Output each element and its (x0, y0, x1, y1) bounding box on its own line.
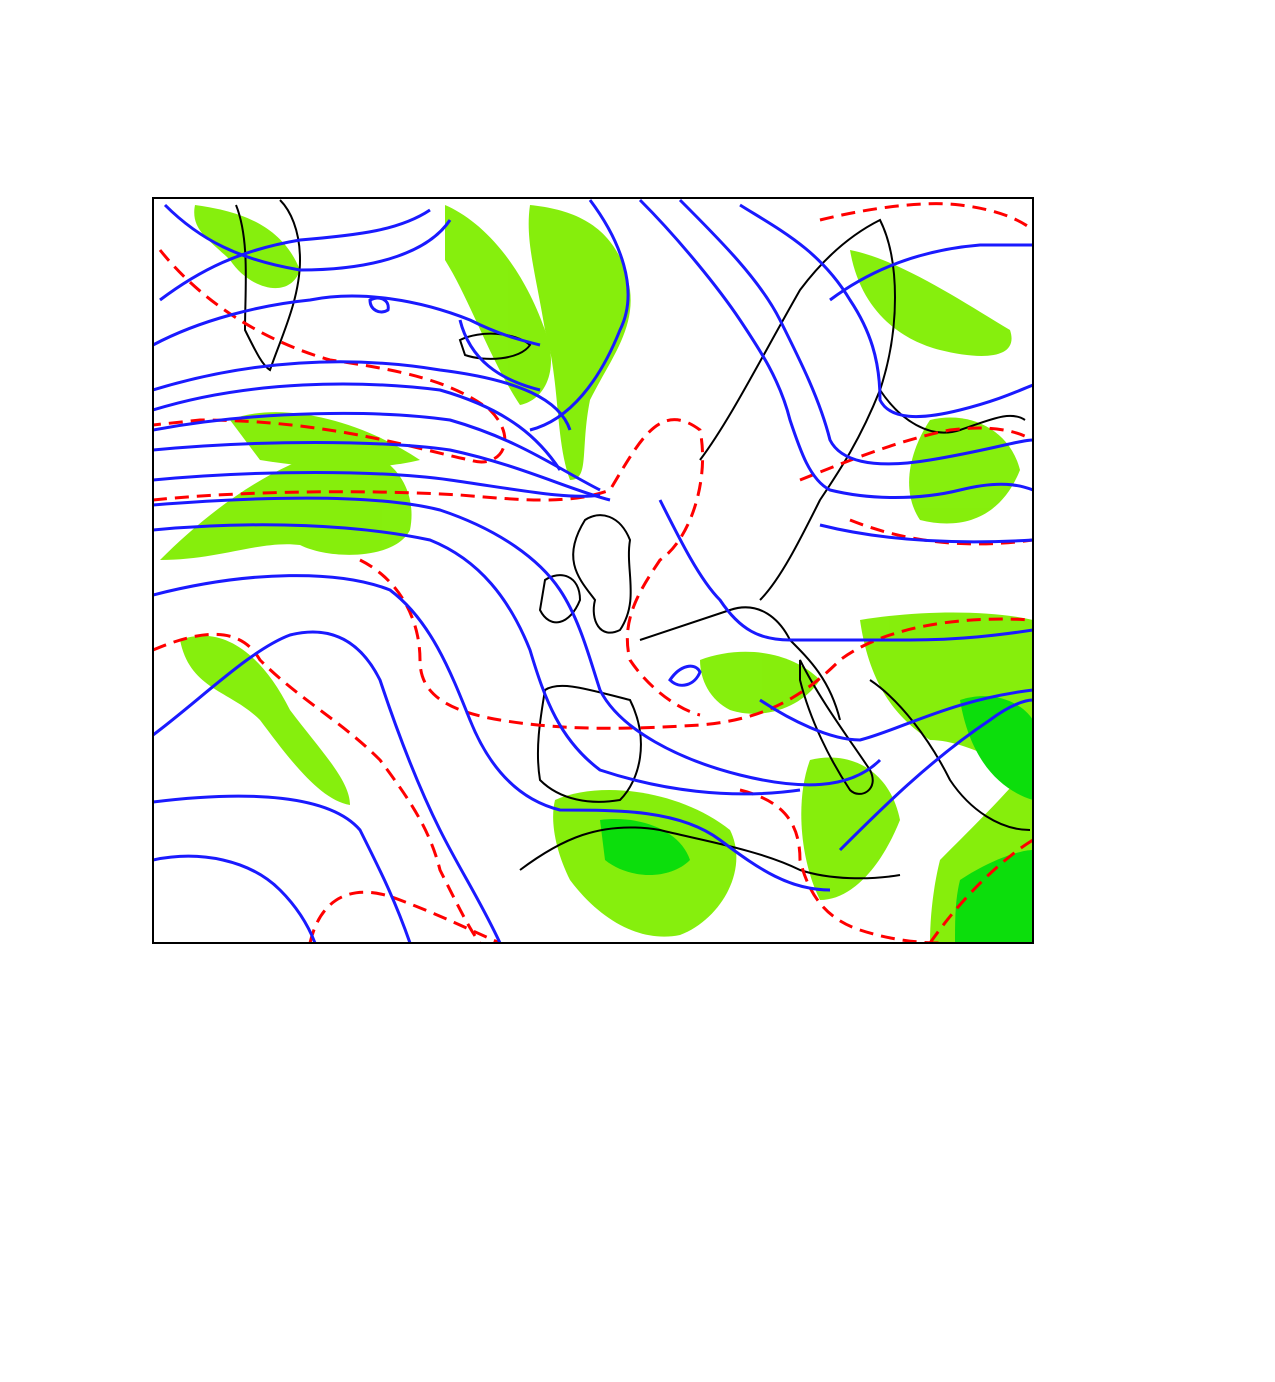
map-plot-area (153, 198, 1033, 943)
